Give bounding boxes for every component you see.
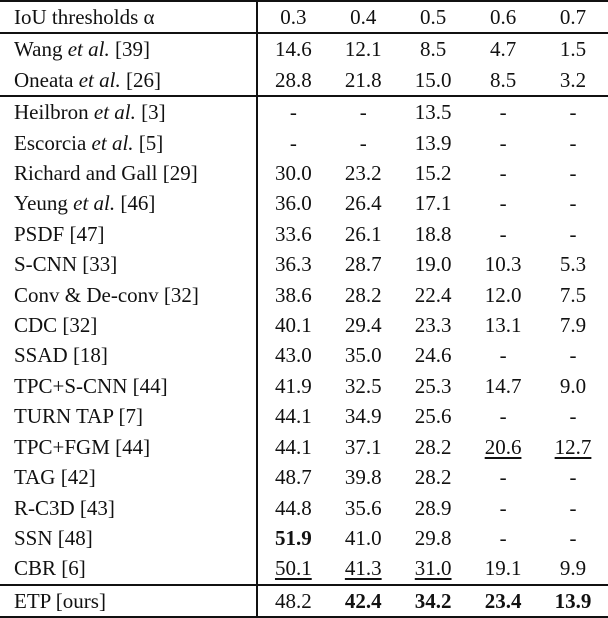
table-row — [0, 462, 608, 492]
value-cell — [538, 401, 608, 431]
value-cell — [257, 553, 328, 584]
table-row — [0, 401, 608, 431]
value-text: 15.0 — [414, 67, 452, 92]
value-cell — [538, 493, 608, 523]
value-text: 14.6 — [274, 37, 312, 62]
value-cell — [257, 371, 328, 401]
method-name — [0, 249, 257, 279]
table-row — [0, 249, 608, 279]
value-text: - — [569, 100, 577, 125]
header-threshold: 0.5 — [398, 1, 468, 33]
value-text: - — [499, 404, 507, 429]
method-name-text: R-C3D [43] — [14, 495, 115, 520]
header-threshold: 0.3 — [257, 1, 328, 33]
value-text: 23.2 — [344, 161, 382, 186]
value-cell — [328, 585, 398, 617]
value-cell — [398, 158, 468, 188]
value-text: - — [499, 343, 507, 368]
value-cell — [538, 585, 608, 617]
value-text: 15.2 — [414, 161, 452, 186]
method-name-text: TPC+S-CNN [44] — [14, 373, 168, 398]
table-row — [0, 493, 608, 523]
value-cell — [398, 96, 468, 127]
value-text: 20.6 — [484, 434, 522, 459]
method-name-etal: et al. — [67, 37, 110, 62]
value-text: 22.4 — [414, 282, 452, 307]
value-text: 32.5 — [344, 373, 382, 398]
value-cell — [538, 219, 608, 249]
value-cell — [398, 371, 468, 401]
value-cell — [468, 96, 538, 127]
value-cell — [328, 553, 398, 584]
value-cell — [468, 401, 538, 431]
value-text: 29.8 — [414, 525, 452, 550]
value-cell — [468, 493, 538, 523]
value-cell — [328, 96, 398, 127]
value-text: 44.1 — [274, 434, 312, 459]
method-name-text: Oneata — [14, 67, 79, 92]
method-name-text: TAG [42] — [14, 465, 96, 490]
table-row — [0, 128, 608, 158]
method-name-text: ETP [ours] — [14, 588, 106, 613]
value-cell — [468, 310, 538, 340]
value-text: 26.1 — [344, 221, 382, 246]
method-name — [0, 432, 257, 462]
value-cell — [398, 340, 468, 370]
value-text: 13.1 — [484, 313, 522, 338]
value-cell — [398, 188, 468, 218]
table-body — [0, 33, 608, 617]
method-name — [0, 158, 257, 188]
value-cell — [328, 65, 398, 96]
value-text: 24.6 — [414, 343, 452, 368]
table-row — [0, 96, 608, 127]
value-text: 25.3 — [414, 373, 452, 398]
value-cell — [538, 65, 608, 96]
method-name — [0, 585, 257, 617]
method-name-etal: et al. — [78, 67, 121, 92]
value-text: 19.1 — [484, 556, 522, 581]
value-cell — [468, 128, 538, 158]
value-cell — [398, 249, 468, 279]
method-name — [0, 553, 257, 584]
value-cell — [257, 128, 328, 158]
value-cell — [257, 585, 328, 617]
method-name-ref: [39] — [109, 37, 150, 62]
value-text: 3.2 — [559, 67, 587, 92]
method-name-text: PSDF [47] — [14, 221, 105, 246]
header-threshold: 0.6 — [468, 1, 538, 33]
value-cell — [257, 96, 328, 127]
value-cell — [257, 310, 328, 340]
method-name-etal: et al. — [73, 191, 116, 216]
value-text: 10.3 — [484, 252, 522, 277]
table-row — [0, 523, 608, 553]
value-text: 28.2 — [414, 465, 452, 490]
value-cell — [328, 310, 398, 340]
value-text: 36.0 — [274, 191, 312, 216]
method-name-text: TPC+FGM [44] — [14, 434, 151, 459]
value-text: - — [569, 465, 577, 490]
value-text: 34.2 — [414, 588, 452, 613]
value-text: 23.4 — [484, 588, 522, 613]
value-text: 18.8 — [414, 221, 452, 246]
value-cell — [398, 401, 468, 431]
value-cell — [468, 371, 538, 401]
value-text: 36.3 — [274, 252, 312, 277]
value-text: 9.9 — [559, 556, 587, 581]
value-cell — [398, 432, 468, 462]
value-text: 7.9 — [559, 313, 587, 338]
value-text: 9.0 — [559, 373, 587, 398]
value-cell — [398, 33, 468, 64]
value-text: 42.4 — [344, 588, 382, 613]
value-text: 13.5 — [414, 100, 452, 125]
value-cell — [538, 280, 608, 310]
method-name-ref: [26] — [120, 67, 161, 92]
value-text: 39.8 — [344, 465, 382, 490]
value-cell — [398, 65, 468, 96]
value-text: - — [359, 130, 367, 155]
method-name — [0, 188, 257, 218]
table-row — [0, 188, 608, 218]
value-text: 41.9 — [274, 373, 312, 398]
method-name — [0, 401, 257, 431]
method-name-ref: [46] — [115, 191, 156, 216]
value-text: - — [569, 221, 577, 246]
value-text: 4.7 — [489, 37, 517, 62]
value-cell — [328, 280, 398, 310]
value-text: 48.7 — [274, 465, 312, 490]
value-text: 31.0 — [414, 556, 452, 581]
value-text: 12.7 — [554, 434, 592, 459]
value-text: 28.2 — [414, 434, 452, 459]
value-cell — [538, 158, 608, 188]
method-name-text: Heilbron — [14, 100, 94, 125]
method-name-ref: [3] — [135, 100, 166, 125]
value-cell — [398, 585, 468, 617]
table-header-row — [0, 1, 608, 33]
value-text: - — [569, 525, 577, 550]
value-cell — [328, 462, 398, 492]
value-text: - — [499, 100, 507, 125]
method-name-text: Conv & De-conv [32] — [14, 282, 199, 307]
value-cell — [538, 310, 608, 340]
method-name-text: S-CNN [33] — [14, 252, 118, 277]
value-text: 7.5 — [559, 282, 587, 307]
method-name-etal: et al. — [91, 130, 134, 155]
value-cell — [328, 371, 398, 401]
value-cell — [538, 462, 608, 492]
value-cell — [468, 158, 538, 188]
header-threshold: 0.4 — [328, 1, 398, 33]
value-cell — [328, 401, 398, 431]
table-row — [0, 585, 608, 617]
value-cell — [398, 310, 468, 340]
value-cell — [257, 188, 328, 218]
value-text: - — [359, 100, 367, 125]
table-row — [0, 310, 608, 340]
value-text: 44.1 — [274, 404, 312, 429]
value-cell — [468, 340, 538, 370]
method-name — [0, 96, 257, 127]
value-text: 51.9 — [274, 525, 312, 550]
value-cell — [328, 523, 398, 553]
method-name — [0, 65, 257, 96]
method-name-text: CBR [6] — [14, 556, 86, 581]
value-text: 8.5 — [420, 37, 447, 62]
header-threshold: 0.7 — [538, 1, 608, 33]
value-cell — [398, 523, 468, 553]
value-text: 35.0 — [344, 343, 382, 368]
header-label: IoU thresholds α — [0, 1, 257, 33]
value-text: 37.1 — [344, 434, 382, 459]
value-cell — [328, 219, 398, 249]
value-cell — [468, 523, 538, 553]
value-text: - — [499, 161, 507, 186]
value-cell — [257, 280, 328, 310]
value-cell — [328, 158, 398, 188]
method-name — [0, 340, 257, 370]
method-name-text: Richard and Gall [29] — [14, 161, 198, 186]
value-text: 34.9 — [344, 404, 382, 429]
value-text: 41.3 — [344, 556, 382, 581]
value-cell — [468, 585, 538, 617]
value-cell — [538, 340, 608, 370]
value-cell — [538, 371, 608, 401]
value-cell — [468, 462, 538, 492]
method-name-text: SSAD [18] — [14, 343, 108, 368]
value-text: 19.0 — [414, 252, 452, 277]
table-row — [0, 340, 608, 370]
value-text: 43.0 — [274, 343, 312, 368]
value-cell — [398, 493, 468, 523]
value-cell — [538, 432, 608, 462]
method-name — [0, 33, 257, 64]
value-cell — [257, 401, 328, 431]
value-cell — [468, 553, 538, 584]
value-text: - — [569, 343, 577, 368]
value-cell — [328, 128, 398, 158]
value-cell — [328, 33, 398, 64]
value-text: 23.3 — [414, 313, 452, 338]
method-name-text: SSN [48] — [14, 525, 93, 550]
value-cell — [468, 33, 538, 64]
value-text: - — [569, 191, 577, 216]
value-text: - — [289, 100, 297, 125]
value-cell — [398, 280, 468, 310]
table-row — [0, 219, 608, 249]
value-cell — [257, 523, 328, 553]
table-row — [0, 280, 608, 310]
value-cell — [468, 280, 538, 310]
value-text: 21.8 — [344, 67, 382, 92]
table-row — [0, 65, 608, 96]
value-cell — [328, 188, 398, 218]
method-name — [0, 462, 257, 492]
value-cell — [257, 33, 328, 64]
value-cell — [257, 249, 328, 279]
value-text: - — [499, 221, 507, 246]
value-text: - — [289, 130, 297, 155]
table-row — [0, 158, 608, 188]
value-cell — [257, 158, 328, 188]
value-text: 35.6 — [344, 495, 382, 520]
value-cell — [328, 249, 398, 279]
value-cell — [538, 96, 608, 127]
value-cell — [398, 462, 468, 492]
value-cell — [538, 188, 608, 218]
value-text: - — [499, 191, 507, 216]
value-cell — [257, 462, 328, 492]
value-cell — [398, 553, 468, 584]
value-text: 8.5 — [489, 67, 517, 92]
value-cell — [538, 128, 608, 158]
value-text: 12.1 — [344, 37, 382, 62]
method-name-text: TURN TAP [7] — [14, 404, 143, 429]
value-cell — [257, 340, 328, 370]
table-row — [0, 371, 608, 401]
value-cell — [328, 340, 398, 370]
value-text: 13.9 — [414, 130, 452, 155]
value-text: 17.1 — [414, 191, 452, 216]
value-cell — [398, 128, 468, 158]
value-text: - — [499, 525, 507, 550]
value-cell — [328, 493, 398, 523]
value-text: 13.9 — [554, 588, 592, 613]
method-name-ref: [5] — [133, 130, 164, 155]
value-text: 30.0 — [274, 161, 312, 186]
value-text: 41.0 — [344, 525, 382, 550]
value-cell — [257, 219, 328, 249]
method-name — [0, 493, 257, 523]
value-cell — [538, 553, 608, 584]
value-cell — [468, 188, 538, 218]
value-cell — [468, 432, 538, 462]
value-text: 26.4 — [344, 191, 382, 216]
value-cell — [328, 432, 398, 462]
method-name-text: CDC [32] — [14, 313, 98, 338]
table-row — [0, 432, 608, 462]
method-name — [0, 280, 257, 310]
value-cell — [538, 33, 608, 64]
value-text: - — [499, 465, 507, 490]
method-name — [0, 371, 257, 401]
value-text: 25.6 — [414, 404, 452, 429]
value-text: - — [569, 404, 577, 429]
value-text: 44.8 — [274, 495, 312, 520]
method-name-text: Escorcia — [14, 130, 92, 155]
value-cell — [538, 249, 608, 279]
value-text: 5.3 — [559, 252, 587, 277]
method-name — [0, 523, 257, 553]
value-text: 1.5 — [559, 37, 587, 62]
value-text: 28.9 — [414, 495, 452, 520]
method-name-etal: et al. — [93, 100, 136, 125]
value-cell — [398, 219, 468, 249]
value-text: 28.8 — [274, 67, 312, 92]
value-text: 28.7 — [344, 252, 382, 277]
value-cell — [468, 65, 538, 96]
value-cell — [538, 523, 608, 553]
value-cell — [257, 493, 328, 523]
value-text: 40.1 — [274, 313, 312, 338]
value-text: - — [569, 495, 577, 520]
value-text: - — [569, 130, 577, 155]
method-name — [0, 128, 257, 158]
method-name-text: Yeung — [14, 191, 74, 216]
value-text: 48.2 — [274, 588, 312, 613]
method-name — [0, 219, 257, 249]
value-text: 28.2 — [344, 282, 382, 307]
value-cell — [468, 249, 538, 279]
value-text: 38.6 — [274, 282, 312, 307]
method-name-text: Wang — [14, 37, 68, 62]
value-text: 14.7 — [484, 373, 522, 398]
value-text: 29.4 — [344, 313, 382, 338]
value-text: - — [569, 161, 577, 186]
value-text: 12.0 — [484, 282, 522, 307]
table-row — [0, 33, 608, 64]
value-text: - — [499, 130, 507, 155]
value-cell — [257, 432, 328, 462]
value-cell — [468, 219, 538, 249]
value-text: - — [499, 495, 507, 520]
table-row — [0, 553, 608, 584]
value-text: 50.1 — [274, 556, 312, 581]
value-cell — [257, 65, 328, 96]
value-text: 33.6 — [274, 221, 312, 246]
method-name — [0, 310, 257, 340]
